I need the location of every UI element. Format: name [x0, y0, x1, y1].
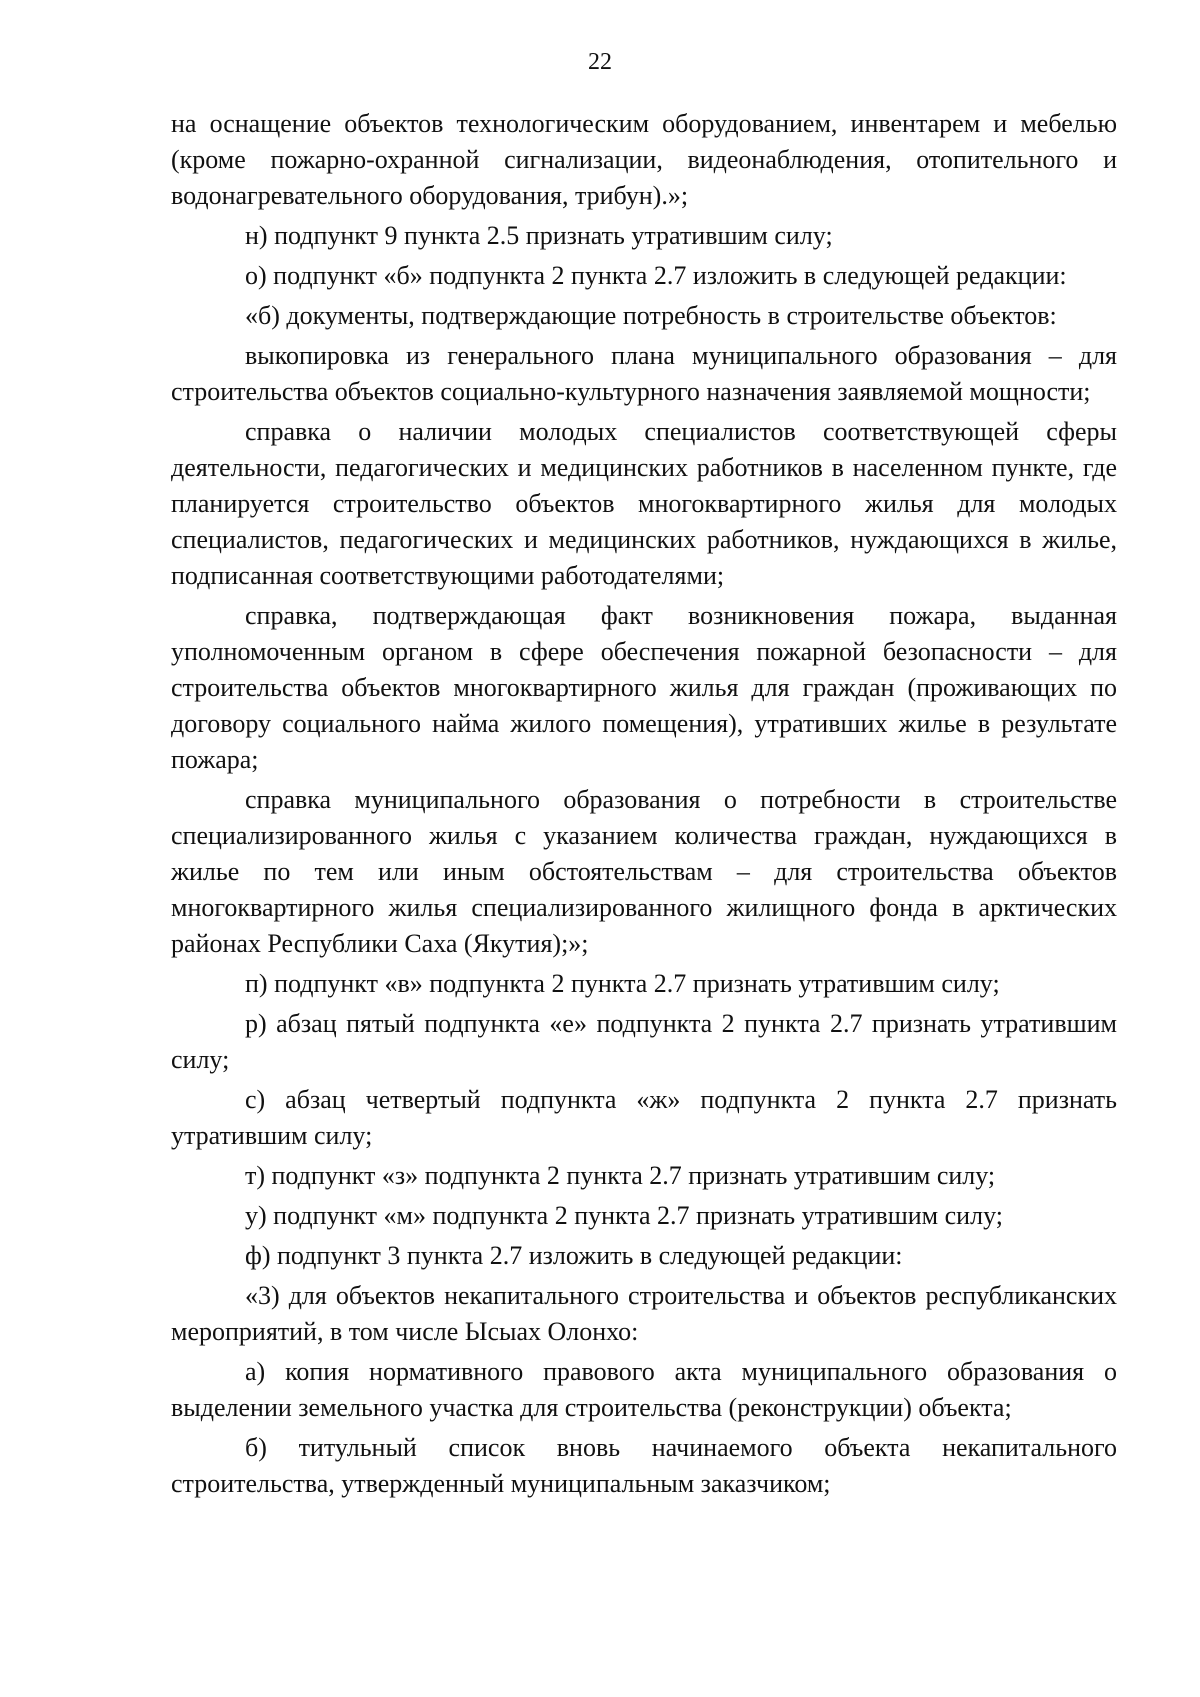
paragraph-quoted-3: «3) для объектов некапитального строительства и объектов республиканских мероприятий, в том числе Ысыах Олонхо: — [171, 1281, 1117, 1346]
document-body — [171, 106, 1117, 1506]
paragraph-item-t: т) подпункт «з» подпункта 2 пункта 2.7 признать утратившим силу; — [245, 1161, 996, 1190]
paragraph-specialized-housing-certificate: справка муниципального образования о потребности в строительстве специализированного жилья с указанием количества граждан, нуждающихся в жилье по тем или иным обстоятельствам – для строительства объектов многоквартирного жилья специализированного жилищного фонда в арктических районах Республики Саха (Якутия);»; — [171, 785, 1117, 958]
paragraph-item-f: ф) подпункт 3 пункта 2.7 изложить в следующей редакции: — [245, 1241, 903, 1270]
paragraph-item-n: н) подпункт 9 пункта 2.5 признать утратившим силу; — [245, 221, 833, 250]
paragraph-item-u: у) подпункт «м» подпункта 2 пункта 2.7 признать утратившим силу; — [245, 1201, 1003, 1230]
paragraph-fire-certificate: справка, подтверждающая факт возникновения пожара, выданная уполномоченным органом в сфере обеспечения пожарной безопасности – для строительства объектов многоквартирного жилья для граждан (проживающих по договору социального найма жилого помещения), утративших жилье в результате пожара; — [171, 601, 1117, 774]
paragraph-item-s: с) абзац четвертый подпункта «ж» подпункта 2 пункта 2.7 признать утратившим силу; — [171, 1085, 1117, 1150]
page-number: 22 — [588, 49, 612, 75]
paragraph-item-o: о) подпункт «б» подпункта 2 пункта 2.7 изложить в следующей редакции: — [245, 261, 1067, 290]
paragraph-general-plan-extract: выкопировка из генерального плана муниципального образования – для строительства объектов социально-культурного назначения заявляемой мощности; — [171, 341, 1117, 406]
paragraph-sub-b: б) титульный список вновь начинаемого объекта некапитального строительства, утвержденный муниципальным заказчиком; — [171, 1433, 1117, 1498]
paragraph-equipment-continuation: на оснащение объектов технологическим оборудованием, инвентарем и мебелью (кроме пожарно-охранной сигнализации, видеонаблюдения, отопительного и водонагревательного оборудования, трибун).»; — [171, 109, 1117, 210]
paragraph-item-r: р) абзац пятый подпункта «е» подпункта 2 пункта 2.7 признать утратившим силу; — [171, 1009, 1117, 1074]
paragraph-quoted-b: «б) документы, подтверждающие потребность в строительстве объектов: — [245, 301, 1057, 330]
paragraph-sub-a: а) копия нормативного правового акта муниципального образования о выделении земельного участка для строительства (реконструкции) объекта; — [171, 1357, 1117, 1422]
paragraph-item-p: п) подпункт «в» подпункта 2 пункта 2.7 признать утратившим силу; — [245, 969, 1000, 998]
paragraph-young-specialists-certificate: справка о наличии молодых специалистов соответствующей сферы деятельности, педагогических и медицинских работников в населенном пункте, где планируется строительство объектов многоквартирного жилья для молодых специалистов, педагогических и медицинских работников, нуждающихся в жилье, подписанная соответствующими работодателями; — [171, 417, 1117, 590]
